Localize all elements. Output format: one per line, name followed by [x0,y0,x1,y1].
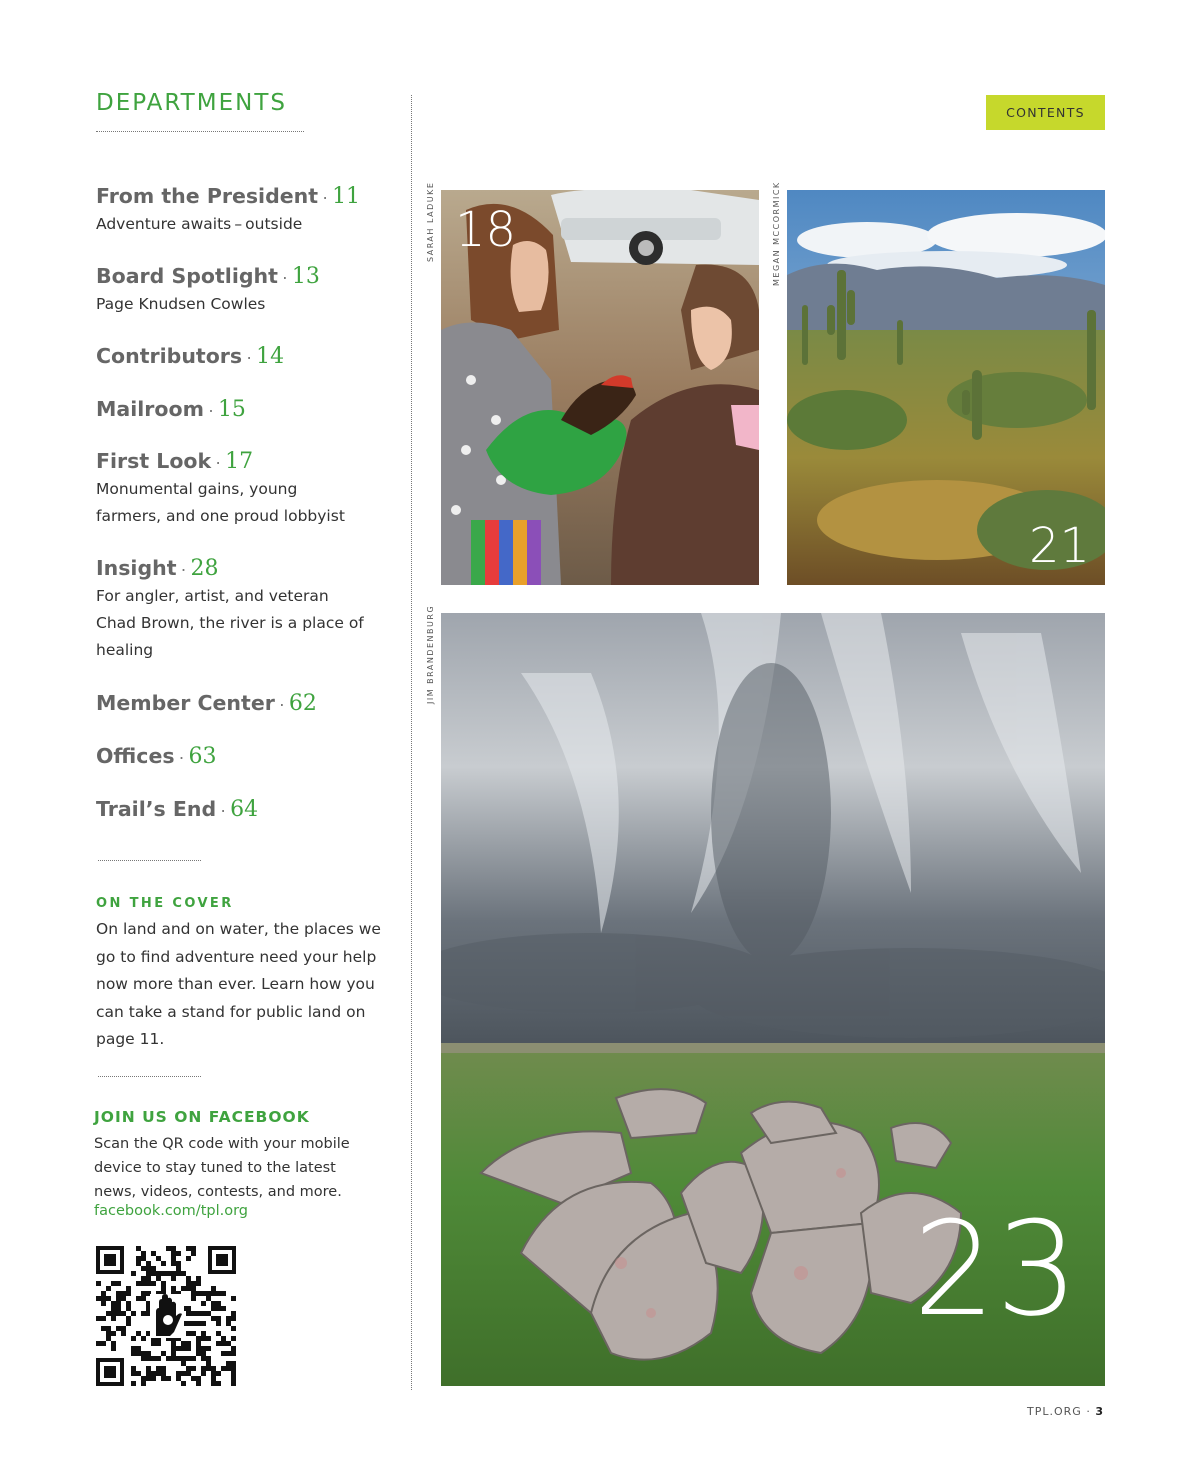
hand-icon [150,1294,184,1338]
toc-separator: · [215,452,222,472]
toc-page-number: 28 [190,556,219,581]
toc-subtitle: Page Knudsen Cowles [96,295,266,313]
toc-title: First Look [96,449,212,473]
section-rule [98,860,201,861]
toc-title: Contributors [96,344,243,368]
toc-title: Trail’s End [96,797,217,821]
toc-title: Board Spotlight [96,264,278,288]
toc-title: Insight [96,556,177,580]
toc-separator: · [178,747,185,767]
toc-title: Member Center [96,691,275,715]
page-footer [1027,1405,1104,1418]
toc-separator: · [220,800,227,820]
photo-number: 21 [1029,518,1091,574]
toc-page-number: 11 [332,184,361,209]
qr-code[interactable] [94,1244,238,1388]
photo-desert-cactus[interactable] [787,190,1105,585]
toc-entry-mailroom[interactable] [96,397,396,422]
toc-entry-board-spotlight[interactable] [96,264,396,318]
toc-page-number: 15 [217,397,246,422]
photo-number: 18 [455,202,517,258]
cover-label: ON THE COVER [96,896,234,911]
toc-page-number: 62 [288,691,317,716]
toc-entry-member-center[interactable] [96,691,396,716]
departments-heading: DEPARTMENTS [96,90,287,116]
facebook-label: JOIN US ON FACEBOOK [94,1108,310,1126]
photo-number: 23 [913,1193,1079,1345]
column-divider [411,95,412,1390]
contents-badge: CONTENTS [986,95,1105,130]
heading-rule [96,131,304,132]
toc-page-number: 63 [188,744,217,769]
toc-page-number: 14 [256,344,285,369]
toc-page-number: 17 [225,449,254,474]
photo-girls-with-chicken[interactable] [441,190,759,585]
toc-page-number: 64 [230,797,259,822]
toc-separator: · [207,400,214,420]
toc-subtitle: Monumental gains, young farmers, and one proud lobbyist [96,480,345,525]
footer-separator: · [1086,1405,1091,1418]
toc-entry-insight[interactable] [96,556,396,664]
cover-text: On land and on water, the places we go to find adventure need your help now more than ever. Learn how you can take a stand for public land on page 11. [96,920,381,1048]
toc-title: Mailroom [96,397,204,421]
toc-separator: · [278,694,285,714]
photo-credit: SARAH LADUKE [426,181,435,262]
toc-subtitle: Adventure awaits – outside [96,215,303,233]
photo-storm-prairie-rocks[interactable] [441,613,1105,1386]
toc-separator: · [246,347,253,367]
footer-page-number: 3 [1095,1405,1104,1418]
toc-title: From the President [96,184,319,208]
photo-credit: JIM BRANDENBURG [426,604,435,704]
footer-site[interactable]: TPL.ORG [1027,1405,1082,1418]
facebook-link[interactable]: facebook.com/tpl.org [94,1203,248,1219]
toc-subtitle: For angler, artist, and veteran Chad Brown, the river is a place of healing [96,587,364,659]
toc-page-number: 13 [291,264,320,289]
toc-entry-trails-end[interactable] [96,797,396,822]
toc-title: Offices [96,744,175,768]
toc-separator: · [322,187,329,207]
toc-separator: · [281,267,288,287]
toc-separator: · [180,559,187,579]
toc-entry-from-the-president[interactable] [96,184,396,238]
photo-credit: MEGAN MCCORMICK [772,181,781,286]
facebook-text: Scan the QR code with your mobile device to stay tuned to the latest news, videos, contests, and more. [94,1136,350,1200]
toc-entry-first-look[interactable] [96,449,396,530]
toc-entry-offices[interactable] [96,744,396,769]
toc-entry-contributors[interactable] [96,344,396,369]
section-rule [98,1076,201,1077]
